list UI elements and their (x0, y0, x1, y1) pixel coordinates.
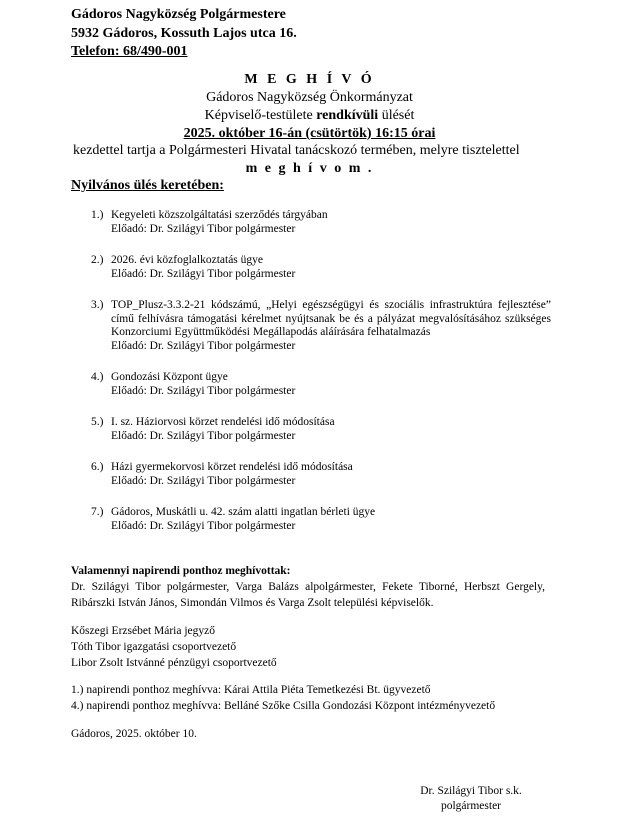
agenda-title: Kegyeleti közszolgáltatási szerződés tárgyában (111, 209, 328, 221)
place-date: Gádoros, 2025. október 10. (71, 728, 197, 740)
session-suffix: ülését (378, 108, 415, 123)
invite-word: m e g h í v o m . (245, 161, 374, 176)
agenda-title: Gádoros, Muskátli u. 42. szám alatti ingatlan bérleti ügye (111, 506, 376, 518)
invited-block (71, 563, 545, 611)
agenda-number: 5.) (91, 416, 104, 428)
agenda-number: 7.) (91, 506, 104, 518)
agenda-presenter: Előadó: Dr. Szilágyi Tibor polgármester (111, 222, 296, 235)
agenda-title: I. sz. Háziorvosi körzet rendelési idő módosítása (111, 416, 335, 428)
staff-member: Libor Zsolt Istvánné pénzügyi csoportvezető (71, 657, 277, 669)
agenda-presenter: Előadó: Dr. Szilágyi Tibor polgármester (111, 384, 296, 397)
agenda-item (91, 416, 551, 443)
extra-invited-item: 1.) napirendi ponthoz meghívva: Kárai Attila Piéta Temetkezési Bt. ügyvezető (71, 684, 431, 696)
agenda-item (91, 461, 551, 488)
agenda-list (91, 209, 551, 533)
agenda-item (91, 209, 551, 236)
agenda-presenter: Előadó: Dr. Szilágyi Tibor polgármester (111, 267, 296, 280)
session-type: rendkívüli (316, 108, 379, 123)
invited-names: Dr. Szilágyi Tibor polgármester, Varga Balázs alpolgármester, Fekete Tiborné, Herbszt Gergely, Ribárszki István János, Simondán Vilmos és Varga Zsolt települési képviselők. (71, 581, 545, 609)
agenda-item (91, 371, 551, 398)
signature-block (396, 784, 546, 814)
agenda-item (91, 506, 551, 533)
agenda-presenter: Előadó: Dr. Szilágyi Tibor polgármester (111, 519, 296, 532)
issuer-phone: Telefon: 68/490-001 (71, 44, 188, 59)
session-date: 2025. október 16-án (csütörtök) 16:15 órai (183, 126, 436, 141)
extra-invited-item: 4.) napirendi ponthoz meghívva: Belláné Szőke Csilla Gondozási Központ intézményvezető (71, 700, 496, 712)
session-line (0, 107, 619, 125)
letterhead (71, 6, 297, 62)
staff-member: Tóth Tibor igazgatási csoportvezető (71, 641, 237, 653)
issuer-address: 5932 Gádoros, Kossuth Lajos utca 16. (71, 25, 297, 41)
agenda-number: 2.) (91, 254, 104, 266)
invitation-text: kezdettel tartja a Polgármesteri Hivatal tanácskozó termében, melyre tisztelettel (73, 143, 520, 158)
agenda-title: 2026. évi közfoglalkoztatás ügye (111, 254, 264, 266)
staff-list (71, 623, 545, 671)
agenda-title: TOP_Plusz-3.3.2-21 kódszámú, „Helyi egészségügyi és szociális infrastruktúra fejlesztése” című felhívásra támogatási kérelmet nyújtsanak be és a pályázat megvalósításához szükséges Konzorciumi Együttműködési Megállapodás aláírására felhatalmazás (111, 299, 551, 338)
issuer-name: Gádoros Nagyközség Polgármestere (71, 7, 286, 22)
agenda-number: 6.) (91, 461, 104, 473)
section-title: Nyilvános ülés keretében: (71, 178, 224, 193)
agenda-number: 4.) (91, 371, 104, 383)
agenda-number: 3.) (91, 299, 104, 311)
signatory-name: Dr. Szilágyi Tibor s.k. (420, 785, 522, 797)
session-prefix: Képviselő-testülete (204, 108, 317, 123)
extra-invited-list (71, 682, 545, 714)
agenda-number: 1.) (91, 209, 104, 221)
agenda-item (91, 254, 551, 281)
agenda-title: Házi gyermekorvosi körzet rendelési idő módosítása (111, 461, 353, 473)
agenda-title: Gondozási Központ ügye (111, 371, 228, 383)
council-name: Gádoros Nagyközség Önkormányzat (206, 90, 413, 105)
invited-heading: Valamennyi napirendi ponthoz meghívottak: (71, 565, 291, 577)
staff-member: Kőszegi Erzsébet Mária jegyző (71, 625, 216, 637)
agenda-presenter: Előadó: Dr. Szilágyi Tibor polgármester (111, 474, 296, 487)
agenda-presenter: Előadó: Dr. Szilágyi Tibor polgármester (111, 429, 296, 442)
document-title: M E G H Í V Ó (244, 72, 375, 87)
agenda-presenter: Előadó: Dr. Szilágyi Tibor polgármester (111, 339, 296, 352)
agenda-item (91, 299, 551, 353)
signatory-role: polgármester (440, 800, 502, 812)
